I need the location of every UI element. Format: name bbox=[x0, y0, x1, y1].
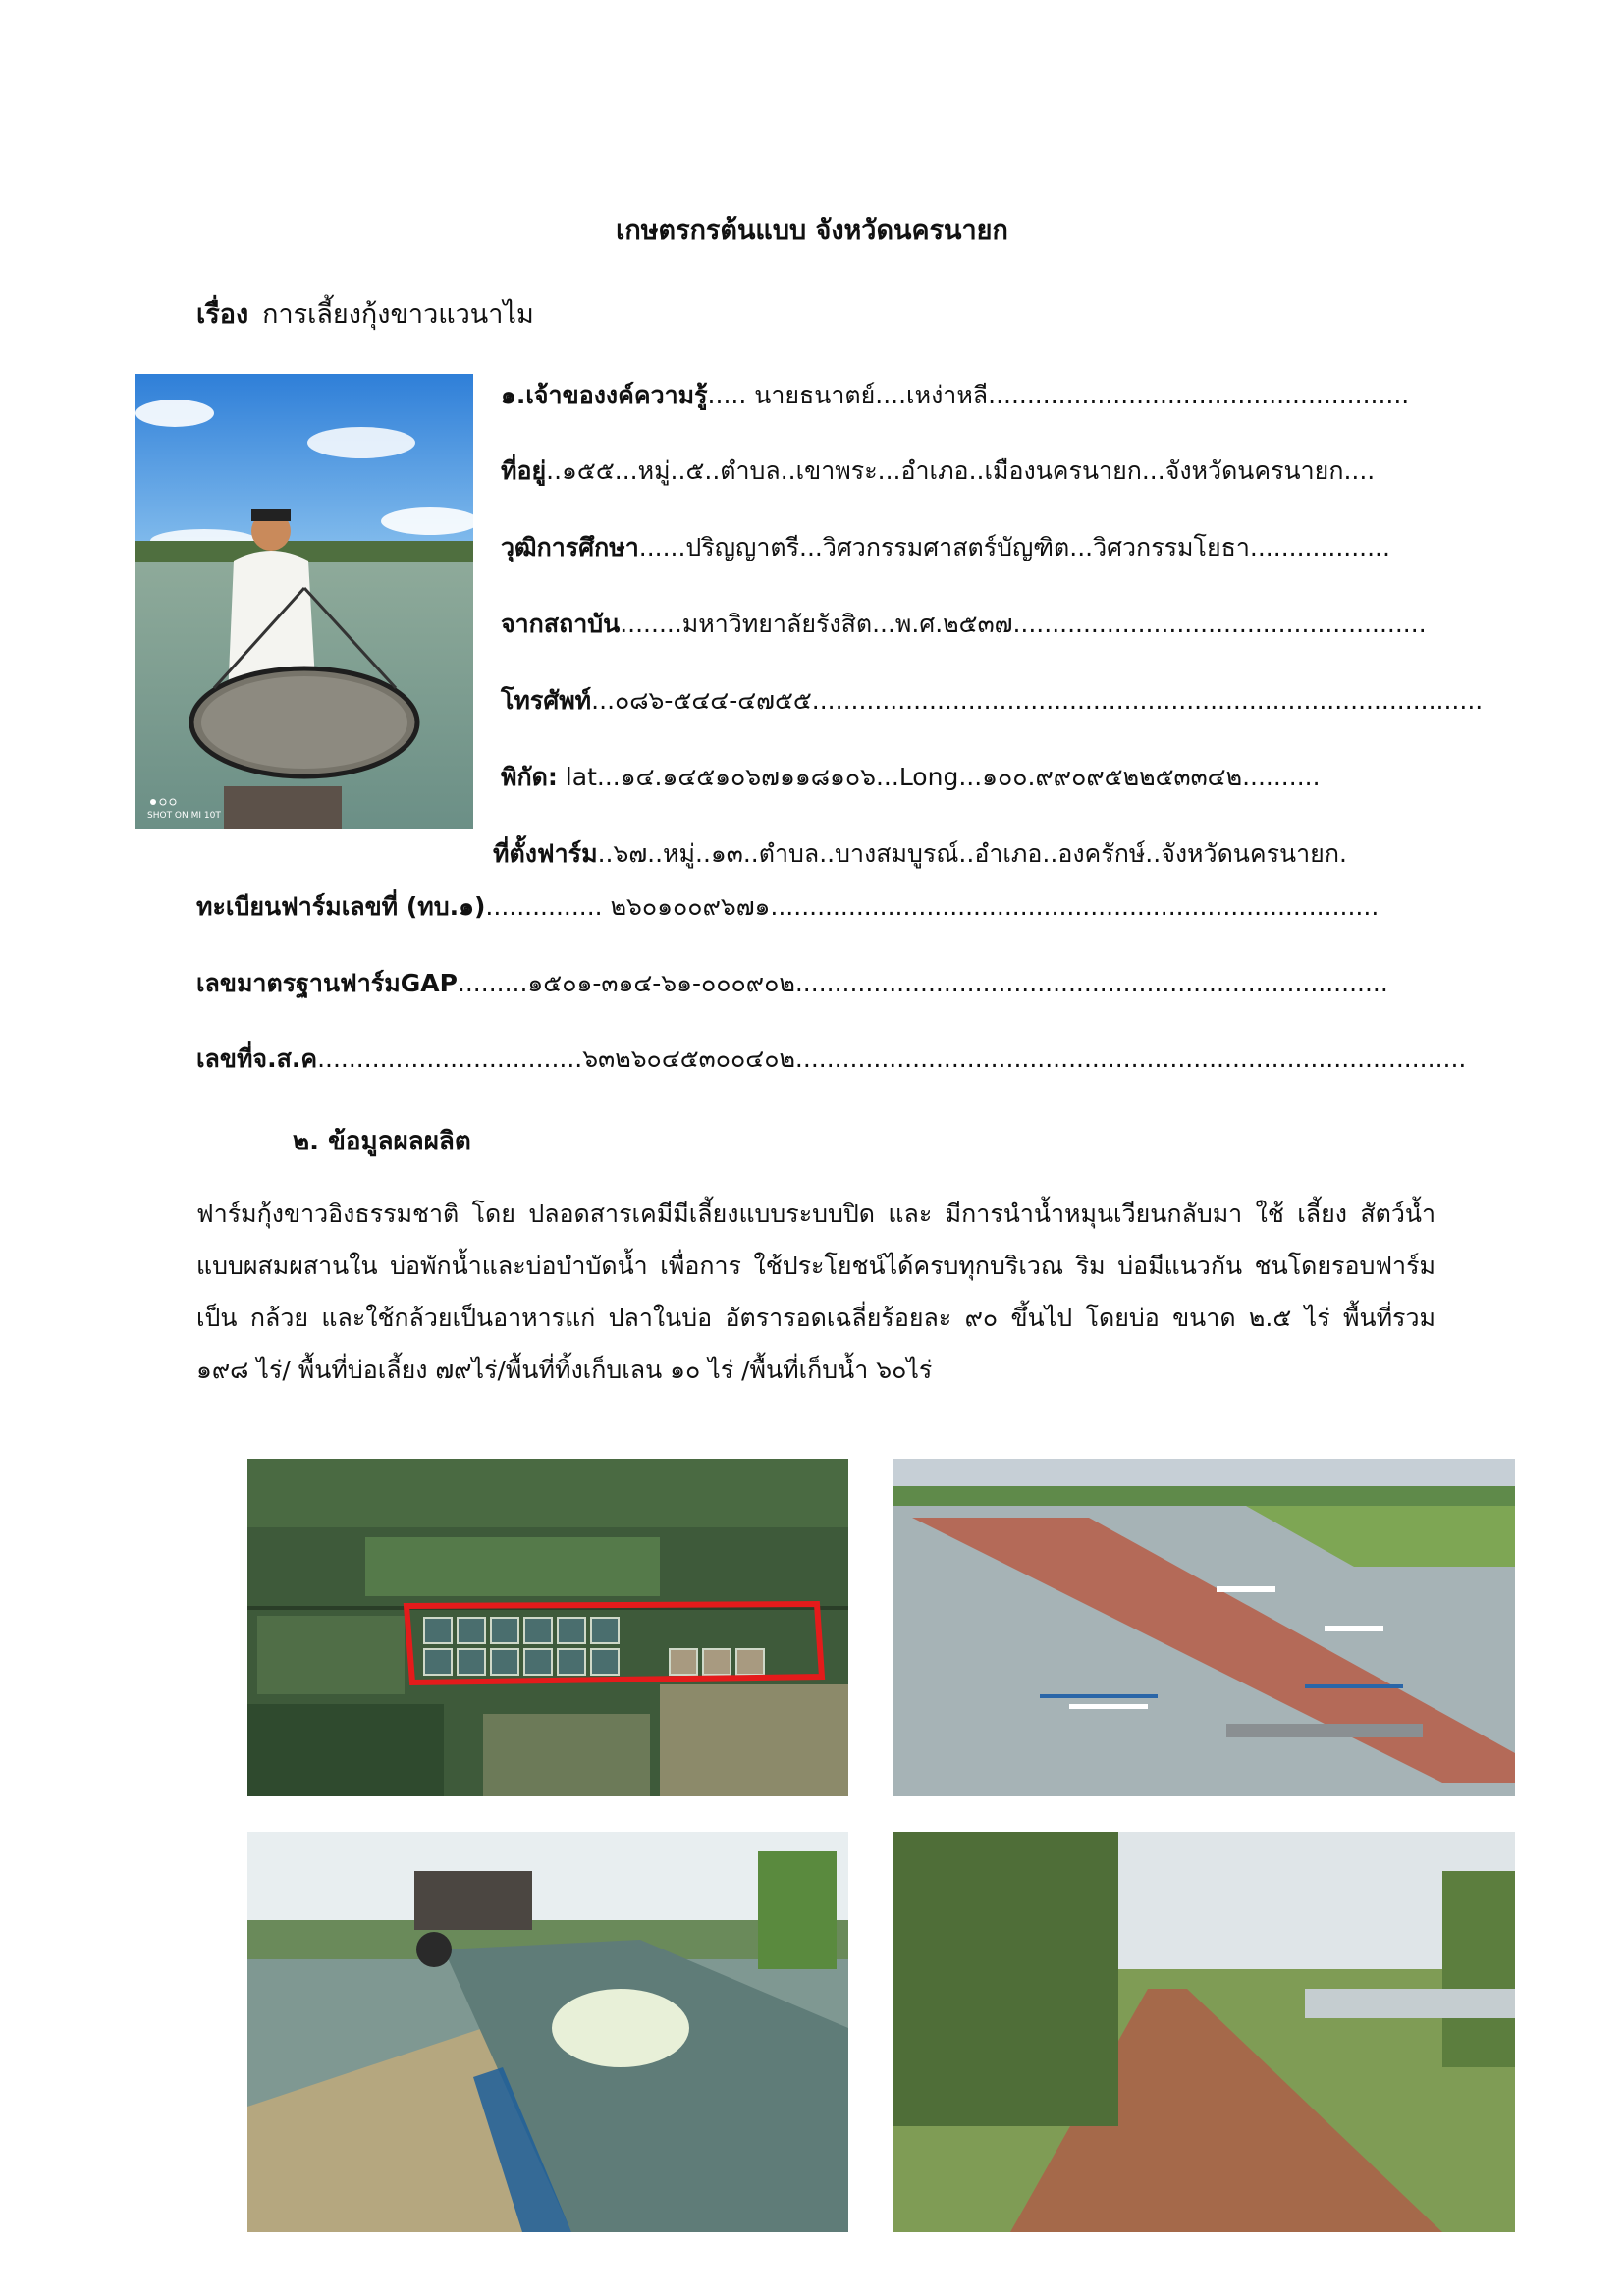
banana-path-photo bbox=[893, 1832, 1515, 2232]
info-owner: ๑.เจ้าของงค์ความรู้..... นายธนาตย์....เหง่าหลี...................................................... bbox=[501, 381, 1410, 409]
info-gap-standard: เลขมาตรฐานฟาร์มGAP.........๑๕๐๑-๓๑๔-๖๑-๐๐๐๙๐๒............................................................................ bbox=[196, 969, 1388, 997]
info-farm-location: ที่ตั้งฟาร์ม..๖๗..หมู่..๑๓..ตำบล..บางสมบูรณ์..อำเภอ..องครักษ์..จังหวัดนครนายก. bbox=[493, 839, 1347, 868]
subject-line bbox=[196, 293, 534, 335]
subject-label: เรื่อง bbox=[196, 299, 249, 330]
production-paragraph: ฟาร์มกุ้งขาวอิงธรรมชาติ โดย ปลอดสารเคมีมีเลี้ยงแบบระบบปิด และ มีการนำน้ำหมุนเวียนกลับมา ใช้ เลี้ยง สัตว์น้ำแบบผสมผสานใน บ่อพักน้ำและบ่อบำบัดน้ำ เพื่อการ ใช้ประโยชน์ได้ครบทุกบริเวณ ริม บ่อมีแนวกัน ชนโดยรอบฟาร์มเป็น กล้วย และใช้กล้วยเป็นอาหารแก่ ปลาในบ่อ อัตรารอดเฉลี่ยร้อยละ ๙๐ ขึ้นไป โดยบ่อ ขนาด ๒.๕ ไร่ พื้นที่รวม ๑๙๘ ไร่/ พื้นที่บ่อเลี้ยง ๗๙ไร่/พื้นที่ทิ้งเก็บเลน ๑๐ ไร่ /พื้นที่เก็บน้ำ ๖๐ไร่ bbox=[196, 1200, 1435, 1384]
page-title: เกษตรกรต้นแบบ จังหวัดนครนายก bbox=[616, 215, 1008, 245]
owner-photo bbox=[135, 374, 473, 829]
info-education: วุฒิการศึกษา......ปริญญาตรี...วิศวกรรมศาสตร์บัญฑิต...วิศวกรรมโยธา.................. bbox=[501, 533, 1390, 561]
info-institution: จากสถาบัน........มหาวิทยาลัยรังสิต...พ.ศ.๒๕๓๗..................................................... bbox=[501, 610, 1427, 638]
info-coordinates: พิกัด: lat...๑๔.๑๔๕๑๐๖๗๑๑๘๑๐๖...Long...๑๐๐.๙๙๐๙๕๒๒๕๓๓๔๒.......... bbox=[501, 763, 1321, 791]
aerial-farm-map bbox=[247, 1459, 848, 1796]
info-farm-registration: ทะเบียนฟาร์มเลขที่ (ทบ.๑)............... ๒๖๐๑๐๐๙๖๗๑.............................................................................. bbox=[196, 892, 1380, 921]
section-heading: ๒. ข้อมูลผลผลิต bbox=[293, 1127, 471, 1156]
info-phone: โทรศัพท์...๐๘๖-๕๔๔-๔๗๕๕...................................................................................... bbox=[501, 686, 1484, 715]
photo-caption: SHOT ON MI 10T bbox=[147, 811, 221, 821]
info-sjk-number: เลขที่จ.ส.ค..................................๖๓๒๖๐๔๕๓๐๐๔๐๒...................................................................................... bbox=[196, 1044, 1467, 1073]
subject-value: การเลี้ยงกุ้งขาวแวนาไม bbox=[262, 299, 534, 330]
water-pump-photo bbox=[247, 1832, 848, 2232]
pond-aerial-photo bbox=[893, 1459, 1515, 1796]
info-address: ที่อยู่..๑๕๕...หมู่..๕..ตำบล..เขาพระ...อำเภอ..เมืองนครนายก...จังหวัดนครนายก.... bbox=[501, 456, 1376, 485]
